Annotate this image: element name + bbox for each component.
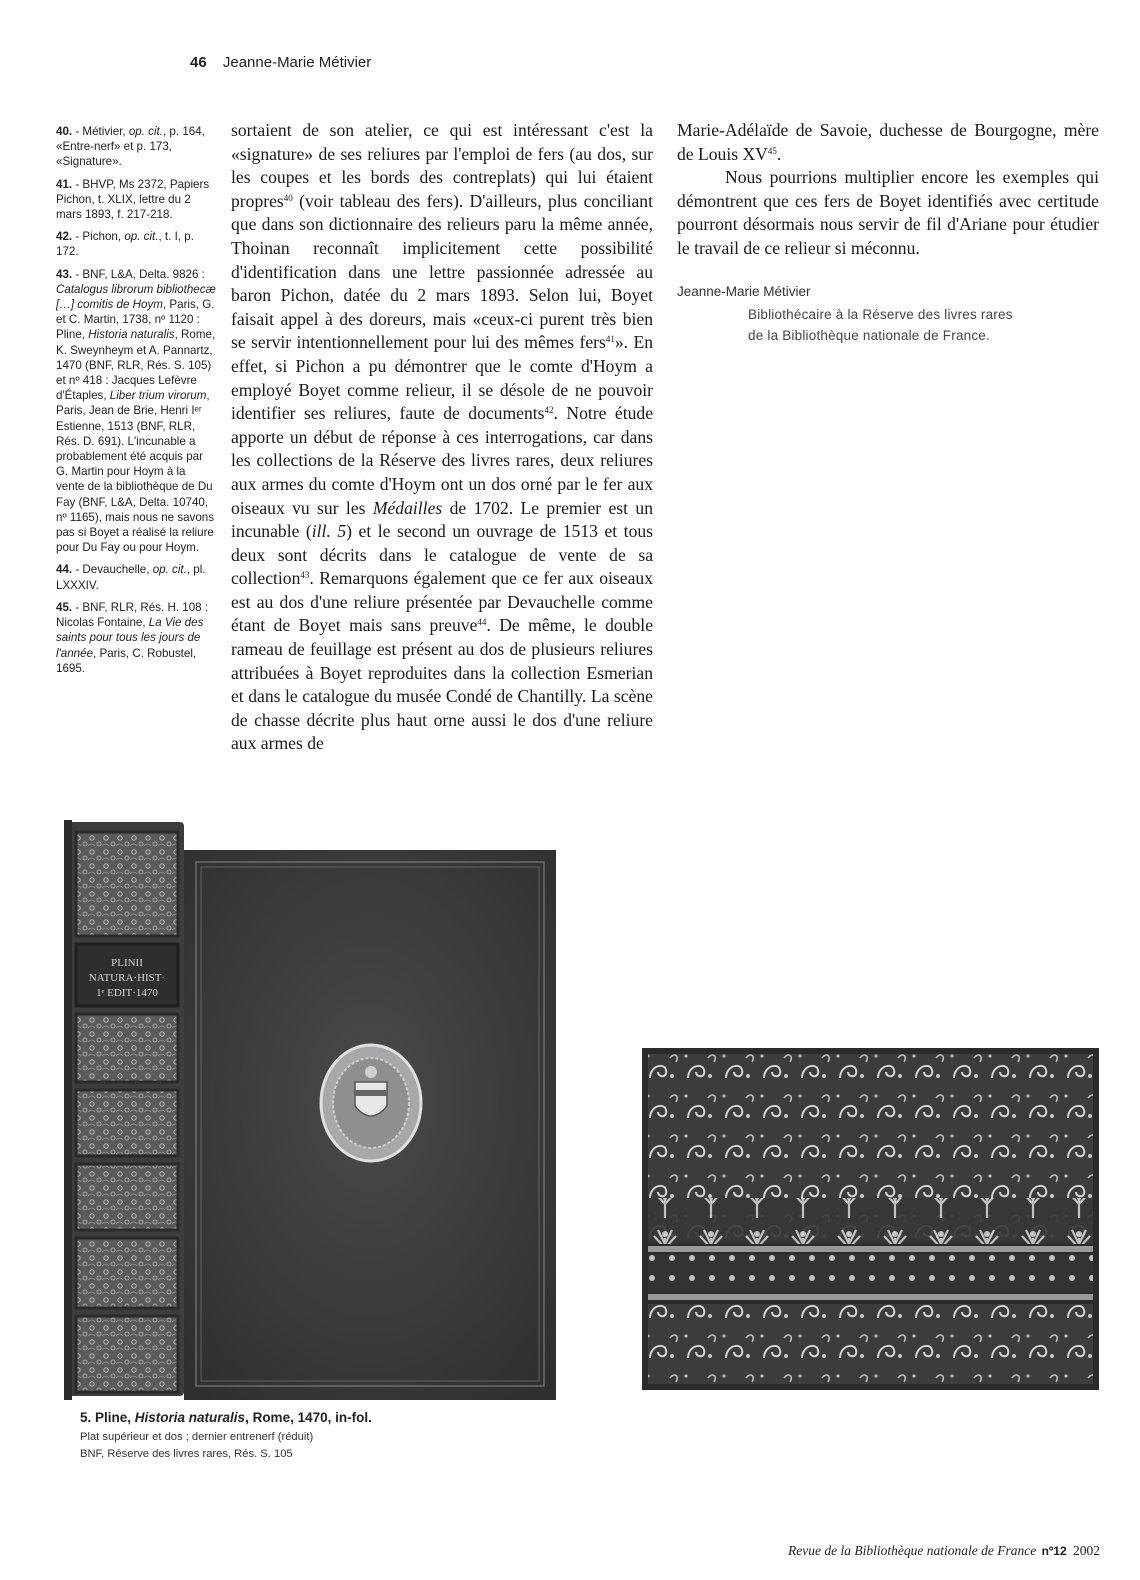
issue-number: nº12 <box>1041 1544 1067 1558</box>
footnote-number: 43. <box>56 267 73 281</box>
footnote-ref: 43 <box>300 570 310 581</box>
footnote-number: 45. <box>56 600 73 614</box>
footnote-ref: 41 <box>605 334 615 345</box>
footnote-number: 44. <box>56 563 73 577</box>
caption-title: 5. Pline, Historia naturalis, Rome, 1470, in-fol. <box>80 1410 372 1425</box>
footnote-number: 42. <box>56 230 73 244</box>
caption-line: BNF, Réserve des livres rares, Rés. S. 105 <box>80 1448 293 1460</box>
svg-text:PLINII: PLINII <box>111 957 143 969</box>
figure-caption <box>80 1410 372 1463</box>
author-affiliation: Bibliothécaire à la Réserve des livres rares de la Bibliothèque nationale de France. <box>748 307 1013 343</box>
footnote-number: 41. <box>56 177 73 191</box>
journal-footer <box>788 1543 1100 1559</box>
armorial-medallion <box>321 1045 421 1161</box>
footnote: 44. - Devauchelle, op. cit., pl. LXXXIV. <box>56 563 206 592</box>
spine-compartments <box>76 832 178 1392</box>
journal-year: 2002 <box>1073 1543 1100 1558</box>
running-author: Jeanne-Marie Métivier <box>222 54 372 71</box>
footnotes-column <box>56 124 216 683</box>
book-binding-photo <box>60 820 560 1400</box>
footnote-number: 40. <box>56 125 73 138</box>
body-column-right <box>677 119 1099 261</box>
author-signature: Jeanne-Marie Métivier <box>677 284 811 299</box>
body-paragraph: sortaient de son atelier, ce qui est intéressant c'est la «signature» de ses reliures par l'emploi de fers (au dos, sur les coupes et les bords des contreplats) qui lui étaient propres$^{40}$ (voir tableau des fers). D'ailleurs, plus conciliant que dans son dictionnaire des relieurs paru la même année, Thoinan reconnaît implicitement cette possibilité d'identification dans une lettre passionnée adressée au baron Pichon, datée du 2 mars 1893. Selon lui, Boyet faisait appel à des doreurs, mais «ceux-ci purent très bien se servir intentionnellement pour lui des mêmes fers$^{41}$». En effet, si Pichon a pu démontrer que le comte d'Hoym a employé Boyet comme relieur, il se désole de ne pouvoir identifier ses reliures, faute de documents$^{42}$. Notre étude apporte un début de réponse à ces interrogations, car dans les collections de la Réserve des livres rares, deux reliures aux armes du comte d'Hoym ont un dos orné par le fer aux oiseaux vu sur les Médailles de 1702. Le premier est un incunable (ill. 5) et le second un ouvrage de 1513 et tous deux sont décrits dans le catalogue de vente de sa collection$^{43}$. Remarquons également que ce fer aux oiseaux est au dos d'une reliure présentée par Devauchelle comme étant de Boyet mais sans preuve$^{44}$. De même, le double rameau de feuillage est présent au dos de plusieurs reliures attribuées à Boyet reproduites dans la collection Esmerian et dans le catalogue du musée Condé de Chantilly. La scène de chasse décrite plus haut orne aussi le dos d'une reliure aux armes de <box>231 120 654 754</box>
footnote-ref: 40 <box>283 192 293 203</box>
footnote: 43. - BNF, L&A, Delta. 9826 : Catalogus librorum bibliothecæ […] comitis de Hoym, Paris, G. et C. Martin, 1738, nº 1120 : Pline, Historia naturalis, Rome, K. Sweynheym et A. Pannartz, 1470 (BNF, RLR, Rés. S. 105) et nº 418 : Jacques Lefèvre d'Étaples, Liber trium virorum, Paris, Jean de Brie, Henri Iᵉʳ Estienne, 1513 (BNF, RLR, Rés. D. 691). L'incunable a probablement été acquis par G. Martin pour Hoym à la vente de la bibliothèque de Du Fay (BNF, L&A, Delta. 10740, nº 1165), mais nous ne savons pas si Boyet a réalisé la reliure pour Du Fay ou pour Hoym. <box>56 267 216 555</box>
footnote: 45. - BNF, RLR, Rés. H. 108 : Nicolas Fontaine, La Vie des saints pour tous les jours de l'année, Paris, C. Robustel, 1695. <box>56 600 209 675</box>
footnote-ref: 42 <box>544 405 554 416</box>
body-paragraph: Marie-Adélaïde de Savoie, duchesse de Bourgogne, mère de Louis XV$^{45}$. <box>677 120 1099 164</box>
svg-text:NATURA·HIST·: NATURA·HIST· <box>88 972 166 984</box>
svg-text:1ᵉ EDIT·1470: 1ᵉ EDIT·1470 <box>96 987 158 999</box>
caption-line: Plat supérieur et dos ; dernier entrenerf (réduit) <box>80 1431 314 1443</box>
footnote: 40. - Métivier, op. cit., p. 164, «Entre-nerf» et p. 173, «Signature». <box>56 125 205 169</box>
body-column-middle <box>231 119 653 756</box>
tooling-detail-photo <box>642 1048 1099 1390</box>
body-paragraph: Nous pourrions multiplier encore les exemples qui démontrent que ces fers de Boyet identifiés avec certitude pourront désormais nous servir de fil d'Ariane pour étudier le travail de ce relieur si méconnu. <box>677 167 1099 258</box>
footnote: 42. - Pichon, op. cit., t. I, p. 172. <box>56 230 194 259</box>
footnote: 41. - BHVP, Ms 2372, Papiers Pichon, t. XLIX, lettre du 2 mars 1893, f. 217-218. <box>56 177 210 222</box>
footnote-ref: 45 <box>767 145 777 156</box>
footnote-ref: 44 <box>477 617 487 628</box>
running-header <box>190 54 371 71</box>
journal-name: Revue de la Bibliothèque nationale de France <box>788 1543 1037 1558</box>
page-number: 46 <box>190 54 207 71</box>
